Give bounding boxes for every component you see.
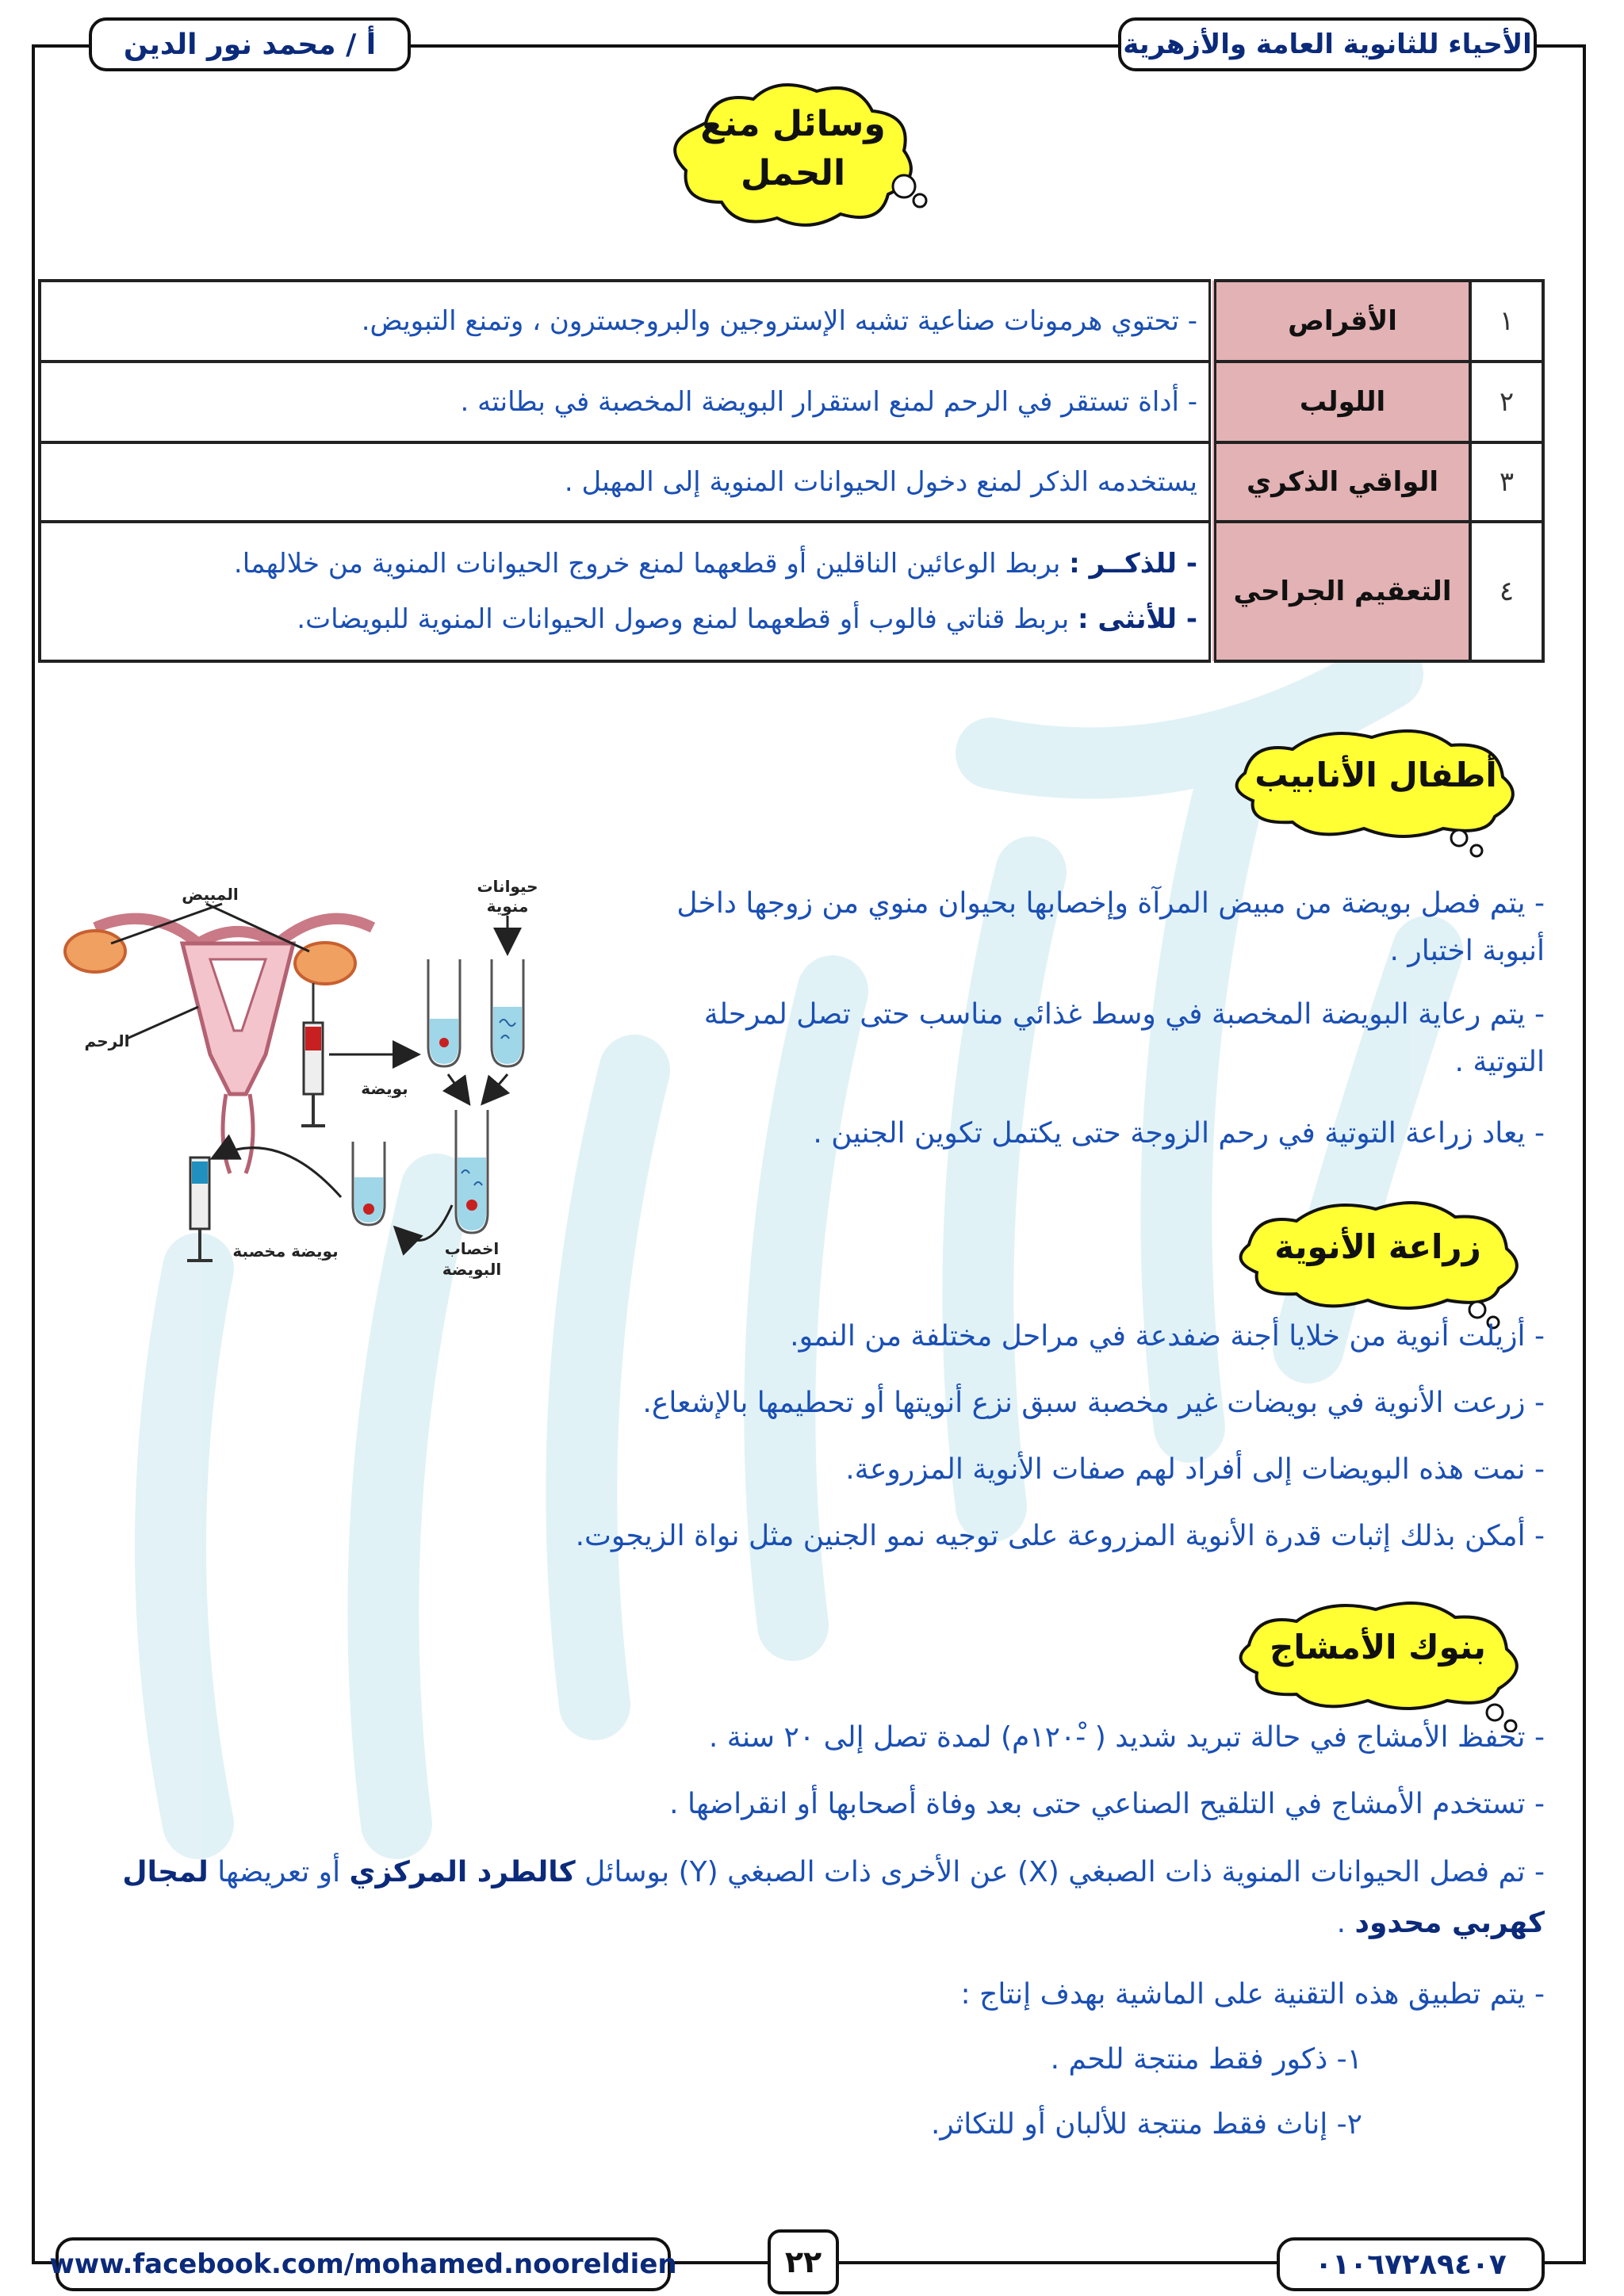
label-uterus: الرحم (84, 1031, 130, 1050)
label-sperm-2: منوية (486, 897, 529, 916)
ivf-heading: أطفال الأنابيب (1254, 756, 1497, 794)
row-number: ١ (1470, 281, 1543, 362)
ivf-point-1: - يتم فصل بويضة من مبيض المرآة وإخصابها بحيوان منوي من زوجها داخل أنبوبة اختبار . (676, 887, 1545, 967)
ivf-point-3: - يعاد زراعة التوتية في رحم الزوجة حتى يكتمل تكوين الجنين . (813, 1117, 1545, 1150)
table-row (40, 522, 1543, 661)
contraception-methods-table (38, 279, 1545, 663)
banks-point-5: ١- ذكور فقط منتجة للحم . (1050, 2043, 1362, 2076)
label-ovary: المبيض (182, 885, 239, 904)
gamete-banks-heading-bubble (1225, 1590, 1530, 1732)
banks-point-3-text-a: - تم فصل الحيوانات المنوية ذات الصبغي (X) عن الأخرى ذات الصبغي (Y) بوسائل (584, 1856, 1545, 1888)
ivf-diagram (40, 872, 587, 1284)
gamete-banks-heading: بنوك الأمشاج (1270, 1628, 1486, 1667)
row-number: ٣ (1470, 442, 1543, 522)
table-row (40, 362, 1543, 442)
label-fertilization-1: اخصاب (444, 1239, 500, 1258)
male-text: بربط الوعائين الناقلين أو قطعهما لمنع خروج الحيوانات المنوية من خلالهما. (233, 548, 1061, 580)
banks-point-3 (86, 1847, 1545, 1949)
page-number: ٢٢ (784, 2244, 822, 2279)
footer-line-mid-2 (833, 2261, 1277, 2264)
header-line-middle (404, 44, 1118, 48)
test-tube-icon (428, 959, 460, 1066)
test-tube-icon (492, 959, 523, 1066)
frame-left-edge (32, 44, 35, 2264)
banks-point-3-text-b: أو تعريضها (217, 1856, 341, 1888)
sterilization-male (52, 536, 1197, 591)
footer-line-mid-1 (665, 2261, 768, 2264)
teacher-name-box (89, 17, 411, 71)
label-fertilized-egg: بويضة مخصبة (232, 1242, 339, 1261)
banks-point-2: - تستخدم الأمشاج في التلقيح الصناعي حتى بعد وفاة أصحابها أو انقراضها . (669, 1788, 1545, 1820)
method-description: يستخدمه الذكر لمنع دخول الحيوانات المنوية إلى المهبل . (40, 442, 1212, 522)
banks-point-3-bold-2: لمجال كهربي محدود (122, 1856, 1545, 1939)
page-number-box (768, 2229, 839, 2294)
website-link[interactable]: www.facebook.com/mohamed.nooreldien (49, 2248, 677, 2280)
title-line-1: وسائل منع (700, 104, 886, 144)
nucleus-heading-bubble (1225, 1189, 1530, 1332)
male-label: - للذكــر : (1069, 548, 1197, 580)
banks-point-3-bold-1: كالطرد المركزي (349, 1856, 576, 1888)
row-number: ٤ (1470, 522, 1543, 661)
method-name: الواقي الذكري (1212, 442, 1470, 522)
method-description (40, 522, 1212, 661)
arrow-icon (448, 1074, 468, 1102)
method-name: اللولب (1212, 362, 1470, 442)
footer-line-right (1538, 2261, 1586, 2264)
arrow-icon (214, 1148, 341, 1197)
syringe-icon (301, 983, 325, 1126)
ivf-heading-bubble (1221, 718, 1530, 860)
ivf-point-2: - يتم رعاية البويضة المخصبة في وسط غذائي مناسب حتى تصل لمرحلة التوتية . (703, 998, 1545, 1078)
pointer-line (127, 1007, 198, 1039)
arrow-icon (396, 1205, 452, 1241)
label-egg: بويضة (361, 1079, 408, 1098)
header-line-left (32, 44, 89, 48)
title-line-2: الحمل (740, 153, 846, 193)
phone-box (1277, 2237, 1545, 2291)
female-text: بربط قناتي فالوب أو قطعهما لمنع وصول الحيوانات المنوية للبويضات. (297, 603, 1070, 635)
method-description: - أداة تستقر في الرحم لمنع استقرار البويضة المخصبة في بطانته . (40, 362, 1212, 442)
phone-number: ٠١٠٦٧٢٨٩٤٠٧ (1315, 2248, 1507, 2281)
nucleus-point-1: - أزيلت أنوية من خلايا أجنة ضفدعة في مراحل مختلفة من النمو. (790, 1320, 1545, 1353)
row-number: ٢ (1470, 362, 1543, 442)
nucleus-point-3: - نمت هذه البويضات إلى أفراد لهم صفات الأنوية المزروعة. (845, 1453, 1545, 1486)
table-row (40, 442, 1543, 522)
test-tube-icon (456, 1110, 488, 1233)
banks-point-1: - تحفظ الأمشاج في حالة تبريد شديد ( -١٢٠ْم) لمدة تصل إلى ٢٠ سنة . (708, 1721, 1545, 1754)
title-cloud-bubble (650, 75, 936, 234)
frame-right-edge (1583, 44, 1586, 2264)
banks-point-3-end: . (1336, 1907, 1346, 1939)
teacher-name: أ / محمد نور الدين (123, 28, 377, 61)
syringe-icon (187, 1158, 213, 1261)
table-row (40, 281, 1543, 362)
nucleus-point-2: - زرعت الأنوية في بويضات غير مخصبة سبق نزع أنويتها أو تحطيمها بالإشعاع. (642, 1387, 1545, 1419)
website-box (49, 2237, 677, 2291)
nucleus-point-4: - أمكن بذلك إثبات قدرة الأنوية المزروعة على توجيه نمو الجنين مثل نواة الزيجوت. (575, 1520, 1545, 1552)
sterilization-female (52, 591, 1197, 647)
method-description: - تحتوي هرمونات صناعية تشبه الإستروجين والبروجسترون ، وتمنع التبويض. (40, 281, 1212, 362)
label-sperm-1: حيوانات (477, 877, 538, 896)
banks-point-6: ٢- إناث فقط منتجة للألبان أو للتكاثر. (930, 2108, 1362, 2141)
test-tube-icon (353, 1142, 385, 1225)
label-fertilization-2: البويضة (442, 1260, 502, 1279)
female-label: - للأنثى : (1077, 603, 1197, 635)
method-name: التعقيم الجراحي (1212, 522, 1470, 661)
header-line-right (1530, 44, 1586, 48)
nucleus-heading: زراعة الأنوية (1274, 1227, 1481, 1266)
subject-title-box (1118, 17, 1537, 71)
method-name: الأقراص (1212, 281, 1470, 362)
arrow-icon (484, 1074, 508, 1102)
subject-title: الأحياء للثانوية العامة والأزهرية (1123, 29, 1532, 60)
banks-point-4: - يتم تطبيق هذه التقنية على الماشية بهدف إنتاج : (960, 1978, 1545, 2011)
